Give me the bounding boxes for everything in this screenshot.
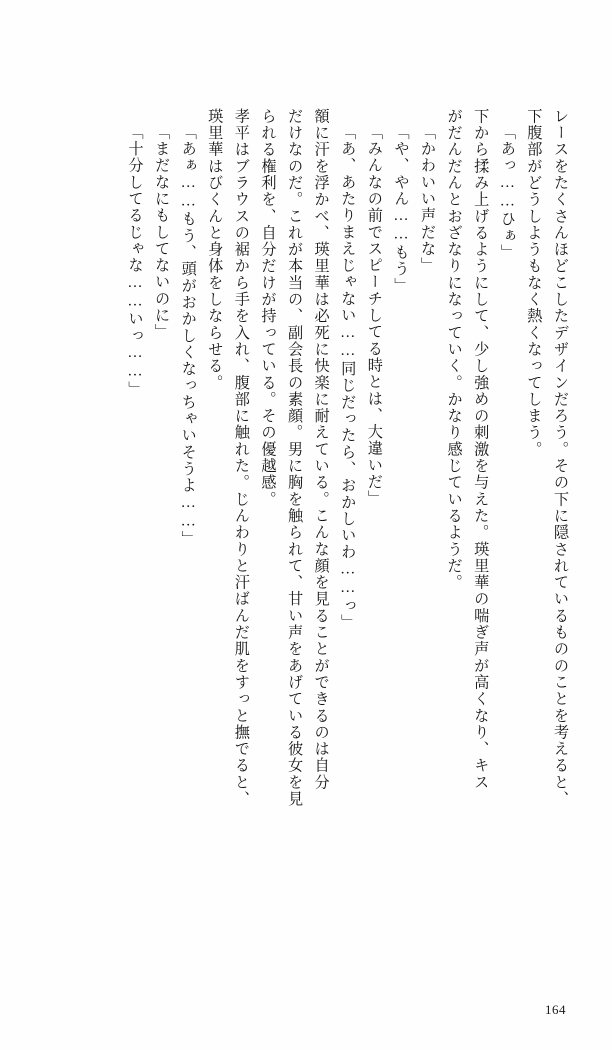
text-line: 「あ、あたりまえじゃない……同じだったら、おかしいわ……っ」	[339, 124, 357, 631]
text-line: られる権利を、自分だけが持っている。その優越感。	[259, 108, 277, 508]
text-line: 「まだなにもしてないのに」	[153, 124, 171, 341]
text-line: 下腹部がどうしようもなく熱くなってしまう。	[525, 108, 543, 458]
text-line: 瑛里華はびくんと身体をしならせる。	[206, 108, 224, 392]
text-line: 「かわいい声だな」	[419, 124, 437, 274]
text-line: 「あっ……ひぁ」	[498, 124, 516, 261]
text-line: 「みんなの前でスピーチしてる時とは、大違いだ」	[365, 124, 383, 507]
page-number: 164	[545, 1002, 566, 1017]
text-line: 下から揉み上げるようにして、少し強めの刺激を与えた。瑛里華の喘ぎ声が高くなり、キス	[472, 108, 490, 791]
text-line: レースをたくさんほどこしたデザインだろう。その下に隠されているもののことを考えると、	[552, 108, 569, 808]
text-line: 孝平はブラウスの裾から手を入れ、腹部に触れた。じんわりと汗ばんだ肌をすっと撫でると、	[232, 108, 250, 808]
text-line: 額に汗を浮かべ、瑛里華は必死に快楽に耐えている。こんな顔を見ることができるのは自分	[312, 108, 330, 791]
text-line: だけなのだ。これが本当の、副会長の素顔。男に胸を触られて、甘い声をあげている彼女を見	[286, 108, 304, 808]
text-line: 「あぁ……もう、頭がおかしくなっちゃいそうよ……」	[179, 124, 197, 548]
text-line: 「十分してるじゃな……いっ……」	[126, 124, 144, 398]
text-line: がだんだんとおざなりになっていく。かなり感じているようだ。	[445, 108, 463, 591]
vertical-text-body	[40, 108, 568, 938]
text-line: 「や、やん……もう」	[392, 124, 410, 295]
